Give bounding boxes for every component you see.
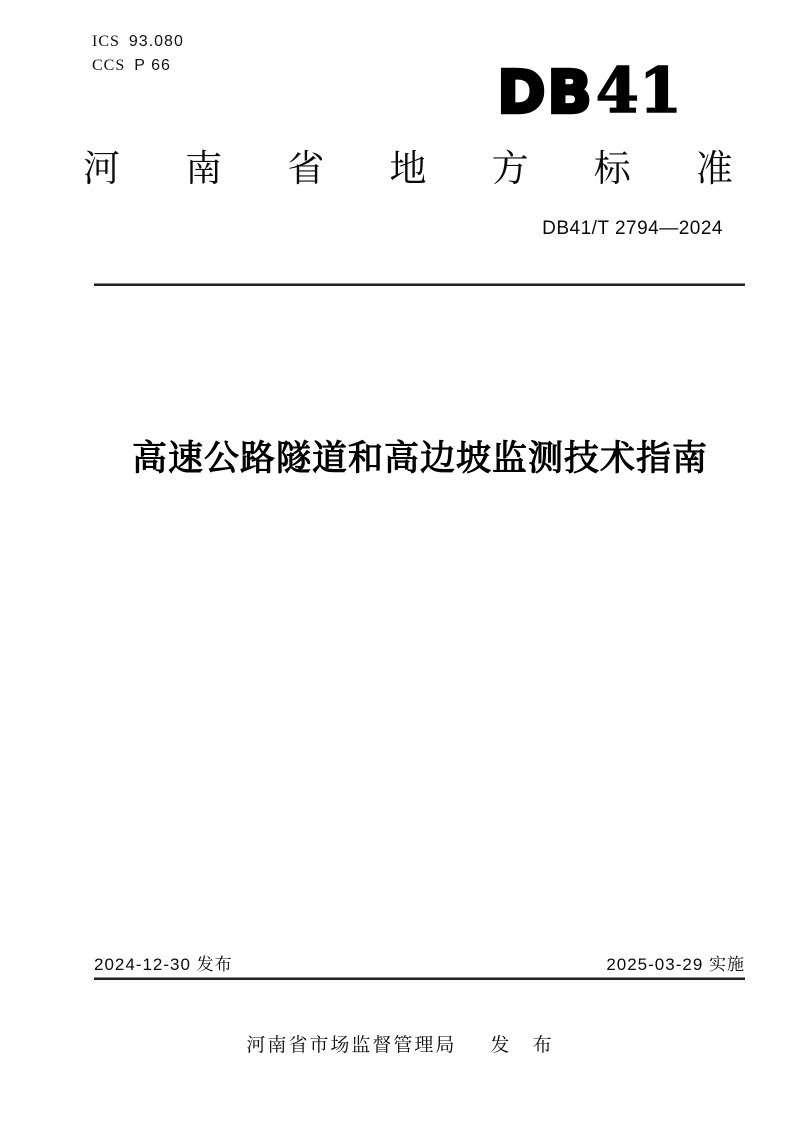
implement-date: 2025-03-29 实施 xyxy=(606,955,745,974)
ccs-code-line xyxy=(92,54,184,78)
ics-code-line xyxy=(92,30,184,54)
standard-type-char: 标 xyxy=(593,148,631,189)
standard-number: DB41/T 2794—2024 xyxy=(542,218,723,239)
standard-type-char: 河 xyxy=(83,148,120,189)
header-rule xyxy=(94,284,745,286)
classification-codes xyxy=(92,30,184,78)
db41-logo-prefix: DB xyxy=(497,57,594,127)
ics-value: 93.080 xyxy=(128,33,184,50)
ccs-value: P 66 xyxy=(134,57,171,74)
standard-type-line xyxy=(83,147,733,191)
ccs-label: CCS xyxy=(92,57,126,74)
dates-row xyxy=(94,950,745,975)
publisher-row xyxy=(0,1030,800,1057)
standard-type-char: 地 xyxy=(389,148,427,189)
standard-type-char: 方 xyxy=(491,148,529,189)
ics-label: ICS xyxy=(92,33,120,50)
issue-date: 2024-12-30 发布 xyxy=(94,955,233,974)
document-title: 高速公路隧道和高边坡监测技术指南 xyxy=(131,439,708,478)
standard-type-char: 省 xyxy=(287,148,325,189)
db41-logo-number: 41 xyxy=(595,54,682,127)
db41-logo xyxy=(497,54,682,127)
publish-action-label: 发 布 xyxy=(490,1035,554,1056)
footer-rule xyxy=(94,978,745,980)
standard-type-char: 准 xyxy=(695,148,733,189)
standard-type-char: 南 xyxy=(185,148,223,189)
publisher-name: 河南省市场监督管理局 xyxy=(246,1035,457,1056)
